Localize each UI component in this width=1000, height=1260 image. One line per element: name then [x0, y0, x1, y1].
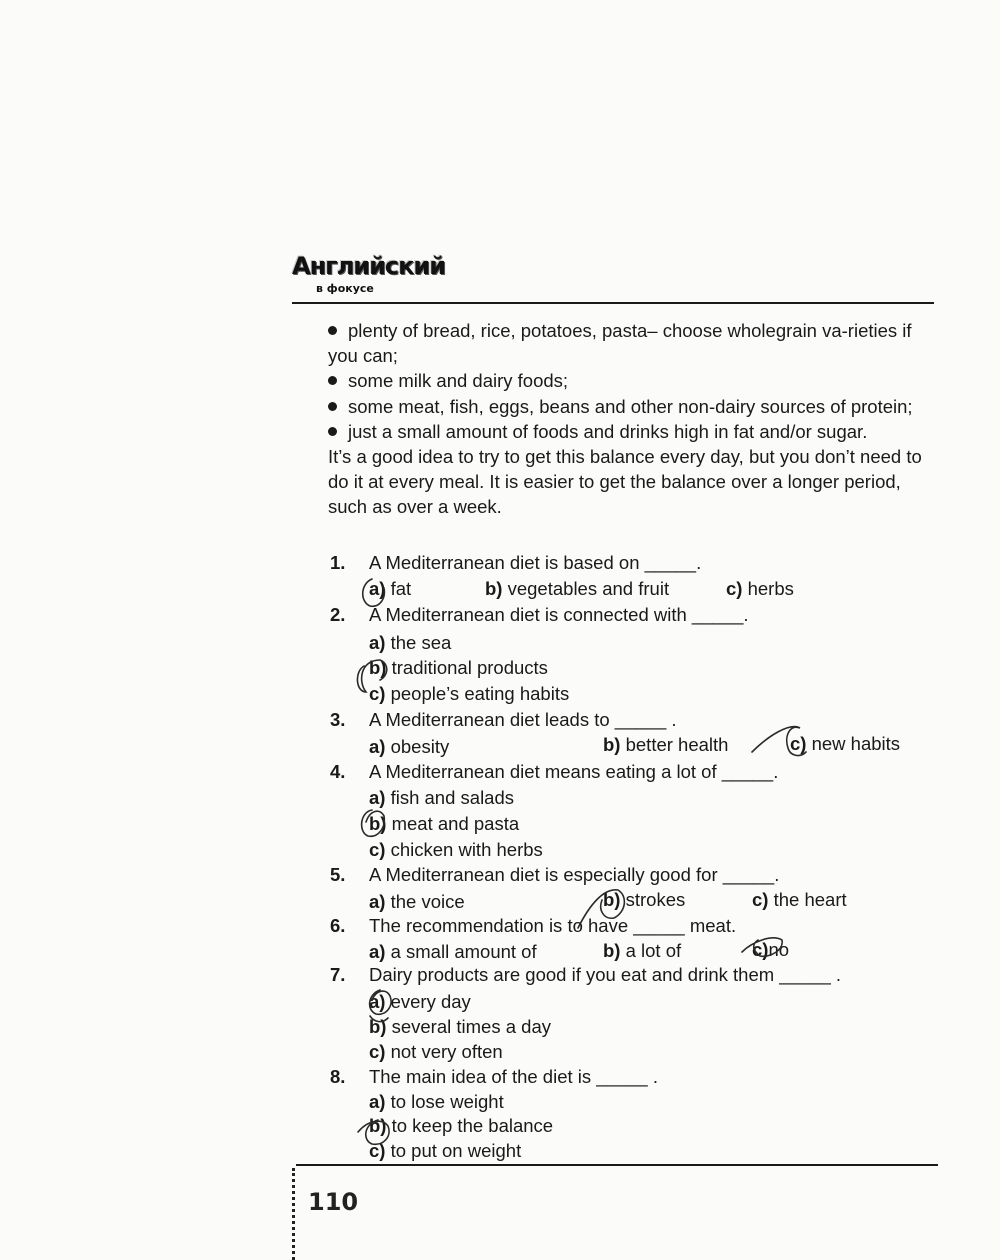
- option-text: several times a day: [391, 1016, 551, 1037]
- question-text: A Mediterranean diet is connected with _____.: [369, 604, 749, 625]
- option-letter: c): [752, 939, 769, 960]
- option-letter: b): [369, 1115, 387, 1136]
- option-letter: c): [790, 733, 807, 754]
- option-text: fish and salads: [390, 787, 515, 808]
- option-text: herbs: [747, 578, 794, 599]
- option[interactable]: [603, 940, 681, 962]
- option-text: traditional products: [391, 657, 548, 678]
- option-letter: b): [485, 578, 503, 599]
- logo-title: Английский: [292, 252, 446, 280]
- option[interactable]: [369, 683, 569, 705]
- option-letter: b): [603, 940, 621, 961]
- option-letter: a): [369, 578, 386, 599]
- option-text: no: [768, 939, 790, 960]
- option-letter: c): [752, 889, 769, 910]
- bullet-item: some meat, fish, eggs, beans and other non-dairy sources of protein;: [328, 394, 940, 419]
- question-text: Dairy products are good if you eat and drink them _____ .: [369, 964, 842, 985]
- option-text: a lot of: [625, 940, 682, 961]
- question-text: A Mediterranean diet leads to _____ .: [369, 709, 677, 730]
- question-number: 8.: [330, 1066, 346, 1087]
- page-number: 110: [308, 1188, 359, 1216]
- option-text: people’s eating habits: [390, 683, 570, 704]
- option-letter: c): [369, 839, 386, 860]
- option-text: to put on weight: [390, 1140, 522, 1161]
- logo-subtitle: в фокусе: [316, 282, 374, 295]
- option-text: new habits: [811, 733, 901, 754]
- option-text: obesity: [390, 736, 450, 757]
- question-number: 4.: [330, 761, 346, 782]
- question-number: 2.: [330, 604, 346, 625]
- option[interactable]: [752, 889, 847, 911]
- option-letter: b): [369, 1016, 387, 1037]
- bullet-item: some milk and dairy foods;: [328, 368, 940, 393]
- option[interactable]: [369, 657, 548, 679]
- option-letter: a): [369, 941, 386, 962]
- option-text: vegetables and fruit: [507, 578, 670, 599]
- question-text: A Mediterranean diet is especially good for _____.: [369, 864, 780, 885]
- option[interactable]: [369, 1091, 504, 1113]
- option-letter: a): [369, 736, 386, 757]
- option[interactable]: [369, 1140, 521, 1162]
- option[interactable]: [603, 734, 728, 756]
- header-rule: [292, 302, 934, 304]
- option-letter: b): [603, 734, 621, 755]
- option-text: fat: [390, 578, 412, 599]
- question-number: 6.: [330, 915, 346, 936]
- question-number: 7.: [330, 964, 346, 985]
- option-letter: c): [369, 1041, 386, 1062]
- option[interactable]: [369, 813, 519, 835]
- option[interactable]: [369, 1016, 551, 1038]
- option-letter: a): [369, 632, 386, 653]
- paragraph: It’s a good idea to try to get this balance every day, but you don’t need to do it at every meal. It is easier to get the balance over a longer period, such as over a week.: [328, 446, 922, 518]
- option-letter: c): [369, 1140, 386, 1161]
- question-text: A Mediterranean diet means eating a lot of _____.: [369, 761, 779, 782]
- bullet-item: just a small amount of foods and drinks high in fat and/or sugar.: [328, 419, 940, 444]
- option[interactable]: [369, 1115, 553, 1137]
- option[interactable]: [369, 839, 543, 861]
- question-number: 3.: [330, 709, 346, 730]
- option[interactable]: [485, 578, 669, 600]
- option[interactable]: [369, 1041, 503, 1063]
- option-letter: b): [603, 889, 621, 910]
- option[interactable]: [369, 891, 465, 913]
- footer-rule: [296, 1164, 938, 1166]
- option-text: not very often: [390, 1041, 503, 1062]
- option-letter: b): [369, 813, 387, 834]
- bullet-item: plenty of bread, rice, potatoes, pasta– choose wholegrain va-rieties if you can;: [328, 318, 940, 368]
- option-letter: a): [369, 787, 386, 808]
- option[interactable]: [369, 736, 449, 758]
- option-letter: b): [369, 657, 387, 678]
- option-text: better health: [625, 734, 729, 755]
- option-letter: a): [369, 1091, 386, 1112]
- option[interactable]: [369, 941, 537, 963]
- book-logo: [292, 252, 446, 302]
- option[interactable]: [369, 578, 411, 600]
- option-letter: a): [369, 891, 386, 912]
- option[interactable]: [752, 939, 789, 961]
- question-text: The recommendation is to have _____ meat.: [369, 915, 737, 936]
- option-text: the voice: [390, 891, 465, 912]
- option[interactable]: [790, 733, 900, 755]
- option-text: every day: [390, 991, 471, 1012]
- option-letter: a): [369, 991, 386, 1012]
- option-letter: c): [726, 578, 743, 599]
- dotted-margin-line: [292, 1168, 295, 1260]
- option-text: a small amount of: [390, 941, 537, 962]
- reading-text: [328, 318, 940, 520]
- option-text: to lose weight: [390, 1091, 504, 1112]
- question-text: The main idea of the diet is _____ .: [369, 1066, 658, 1087]
- option-letter: c): [369, 683, 386, 704]
- option-text: meat and pasta: [391, 813, 520, 834]
- option[interactable]: [603, 889, 685, 911]
- option-text: chicken with herbs: [390, 839, 543, 860]
- question-number: 1.: [330, 552, 346, 573]
- question-text: A Mediterranean diet is based on _____.: [369, 552, 702, 573]
- question-number: 5.: [330, 864, 346, 885]
- option[interactable]: [726, 578, 794, 600]
- option-text: the sea: [390, 632, 452, 653]
- option-text: the heart: [773, 889, 847, 910]
- option[interactable]: [369, 787, 514, 809]
- option[interactable]: [369, 991, 471, 1013]
- option-text: strokes: [625, 889, 686, 910]
- option[interactable]: [369, 632, 451, 654]
- option-text: to keep the balance: [391, 1115, 554, 1136]
